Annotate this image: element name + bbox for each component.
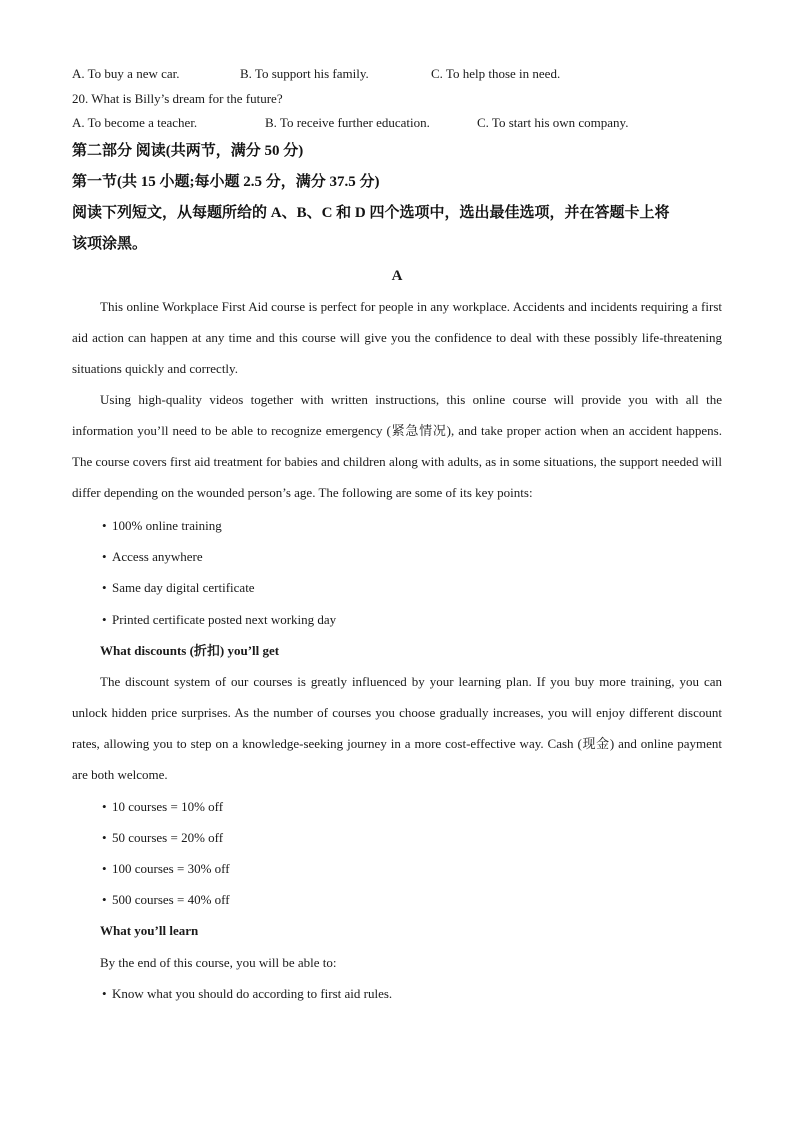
q19-option-c: C. To help those in need. <box>431 66 561 81</box>
discount-item <box>102 892 230 908</box>
paragraph-4: By the end of this course, you will be able to: <box>100 955 337 970</box>
q19-option-a: A. To buy a new car. <box>72 66 180 81</box>
discount-item <box>102 799 223 815</box>
key-point-item <box>102 518 222 534</box>
q20-option-b: B. To receive further education. <box>265 115 430 130</box>
learn-heading: What you’ll learn <box>100 923 199 938</box>
discount-item <box>102 830 223 846</box>
key-point-text: Access anywhere <box>112 549 203 564</box>
paragraph-3: The discount system of our courses is greatly influenced by your learning plan. If you buy more training, you can unlock hidden price surprises. As the number of courses you choose gradually increases, you will enjoy different discount rates, allowing you to step on a knowledge-seeking journey in a more cost-effective way. Cash (现金) and online payment are both welcome. <box>72 674 722 782</box>
bullet-icon: • <box>102 861 107 876</box>
key-point-item <box>102 612 336 628</box>
q19-option-b: B. To support his family. <box>240 66 369 81</box>
learn-point-item <box>102 986 392 1002</box>
section1-title: 第一节(共 15 小题;每小题 2.5 分，满分 37.5 分) <box>72 174 380 190</box>
paragraph-1: This online Workplace First Aid course is perfect for people in any workplace. Accidents and incidents requiring a first aid action can happen at any time and this course will give you the confidence to deal with these possibly life-threatening situations quickly and correctly. <box>72 299 722 376</box>
instruction-line-1: 阅读下列短文，从每题所给的 A、B、C 和 D 四个选项中，选出最佳选项，并在答题卡上将 <box>72 205 670 221</box>
key-point-item <box>102 549 203 565</box>
key-point-text: 100% online training <box>112 518 222 533</box>
instruction-line-2: 该项涂黑。 <box>72 236 148 252</box>
paragraph-2: Using high-quality videos together with written instructions, this online course will provide you with all the information you’ll need to be able to recognize emergency (紧急情况), and take proper action when an accident happens. The course covers first aid treatment for babies and children along with adults, as in some situations, the support needed will differ depending on the wounded person’s age. The following are some of its key points: <box>72 392 722 500</box>
key-point-text: Same day digital certificate <box>112 580 255 595</box>
q20-option-a: A. To become a teacher. <box>72 115 198 130</box>
discount-text: 500 courses = 40% off <box>112 892 230 907</box>
bullet-icon: • <box>102 986 107 1001</box>
q20-option-c: C. To start his own company. <box>477 115 629 130</box>
passage-label: A <box>391 268 403 284</box>
bullet-icon: • <box>102 580 107 595</box>
bullet-icon: • <box>102 892 107 907</box>
discount-text: 10 courses = 10% off <box>112 799 224 814</box>
key-point-text: Printed certificate posted next working day <box>112 612 337 627</box>
bullet-icon: • <box>102 799 107 814</box>
key-point-item <box>102 580 255 596</box>
discount-heading: What discounts (折扣) you’ll get <box>100 643 280 658</box>
discount-text: 50 courses = 20% off <box>112 830 224 845</box>
bullet-icon: • <box>102 518 107 533</box>
discount-item <box>102 861 230 877</box>
part2-title: 第二部分 阅读(共两节，满分 50 分) <box>72 143 304 159</box>
q20-question: 20. What is Billy’s dream for the future? <box>72 91 283 106</box>
bullet-icon: • <box>102 830 107 845</box>
bullet-icon: • <box>102 549 107 564</box>
bullet-icon: • <box>102 612 107 627</box>
discount-text: 100 courses = 30% off <box>112 861 230 876</box>
learn-point-text: Know what you should do according to first aid rules. <box>112 986 393 1001</box>
